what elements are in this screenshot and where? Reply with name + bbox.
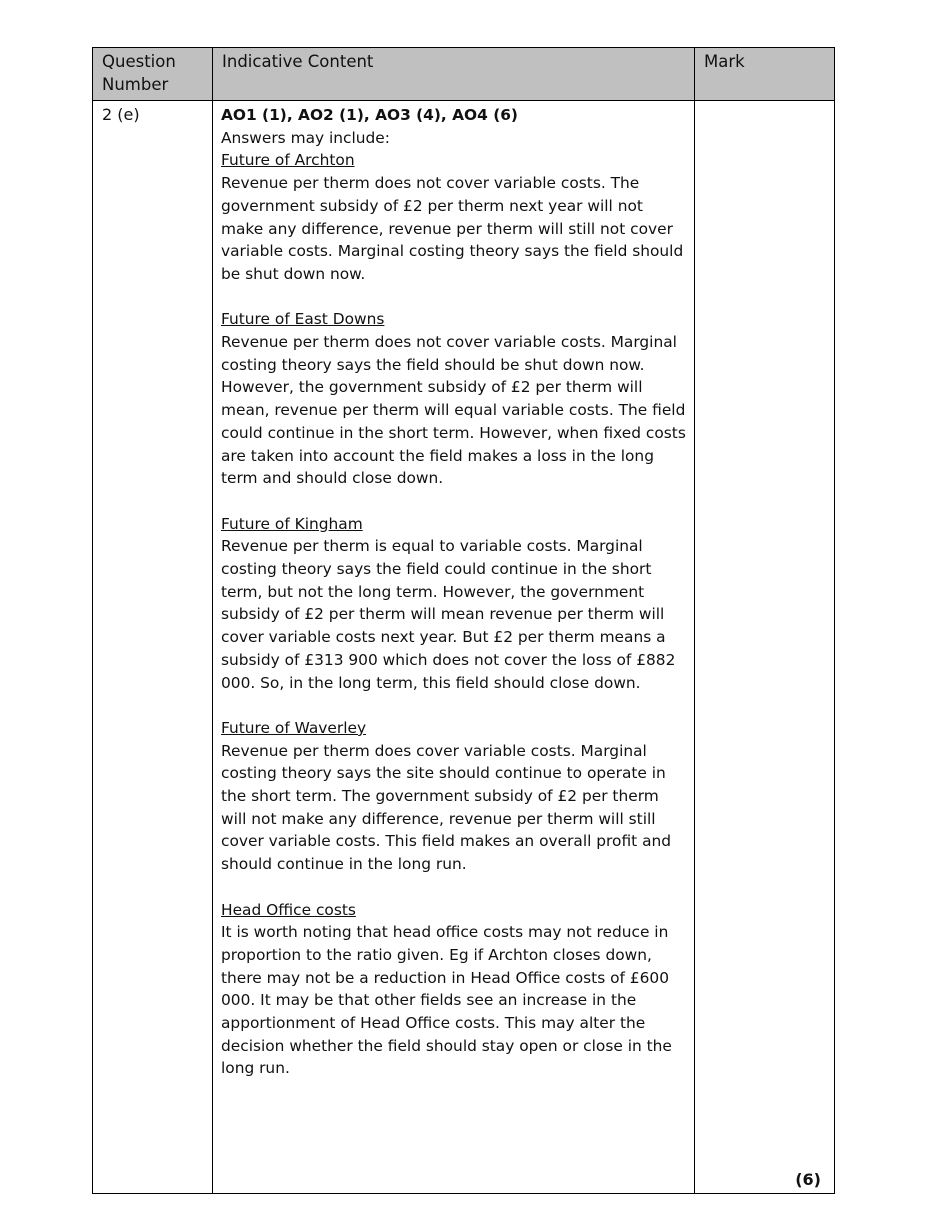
section-heading: Head Office costs bbox=[221, 900, 356, 919]
indicative-content bbox=[213, 101, 695, 1194]
section-text: It is worth noting that head office costs may not reduce in proportion to the ratio given. Eg if Archton closes down, there may not be a reduction in Head Office costs of £600 000. It may be that other fields see an increase in the apportionment of Head Office costs. This may alter the decision whether the field should stay open or close in the long run. bbox=[221, 923, 672, 1078]
mark-scheme-table bbox=[92, 47, 835, 1194]
answers-intro: Answers may include: bbox=[221, 128, 390, 147]
header-mark: Mark bbox=[695, 48, 835, 101]
section-heading: Future of Waverley bbox=[221, 718, 367, 737]
mark-cell bbox=[695, 101, 835, 1194]
section-east-downs bbox=[221, 308, 686, 490]
header-row bbox=[93, 48, 835, 101]
section-heading: Future of East Downs bbox=[221, 310, 385, 329]
section-text: Revenue per therm does not cover variable costs. The government subsidy of £2 per therm next year will not make any difference, revenue per therm will still not cover variable costs. Marginal costing theory says the field should be shut down now. bbox=[221, 174, 684, 283]
assessment-objectives: AO1 (1), AO2 (1), AO3 (4), AO4 (6) bbox=[221, 106, 518, 124]
section-text: Revenue per therm is equal to variable costs. Marginal costing theory says the field could continue in the short term, but not the long term. However, the government subsidy of £2 per therm will mean revenue per therm will cover variable costs next year. But £2 per therm means a subsidy of £313 900 which does not cover the loss of £882 000. So, in the long term, this field should close down. bbox=[221, 537, 676, 692]
section-waverley bbox=[221, 717, 686, 876]
section-text: Revenue per therm does not cover variable costs. Marginal costing theory says the field should be shut down now. However, the government subsidy of £2 per therm will mean, revenue per therm will equal variable costs. The field could continue in the short term. However, when fixed costs are taken into account the field makes a loss in the long term and should close down. bbox=[221, 333, 686, 488]
section-archton bbox=[221, 149, 686, 285]
header-question-number: Question Number bbox=[93, 48, 213, 101]
section-head-office bbox=[221, 899, 686, 1081]
total-mark: (6) bbox=[795, 1170, 821, 1189]
section-heading: Future of Kingham bbox=[221, 514, 363, 533]
header-indicative-content: Indicative Content bbox=[213, 48, 695, 101]
question-number: 2 (e) bbox=[93, 101, 213, 1194]
section-kingham bbox=[221, 513, 686, 695]
section-heading: Future of Archton bbox=[221, 151, 355, 170]
question-row bbox=[93, 101, 835, 1194]
section-text: Revenue per therm does cover variable costs. Marginal costing theory says the site should continue to operate in the short term. The government subsidy of £2 per therm will not make any difference, revenue per therm will still cover variable costs. This field makes an overall profit and should continue in the long run. bbox=[221, 741, 672, 874]
